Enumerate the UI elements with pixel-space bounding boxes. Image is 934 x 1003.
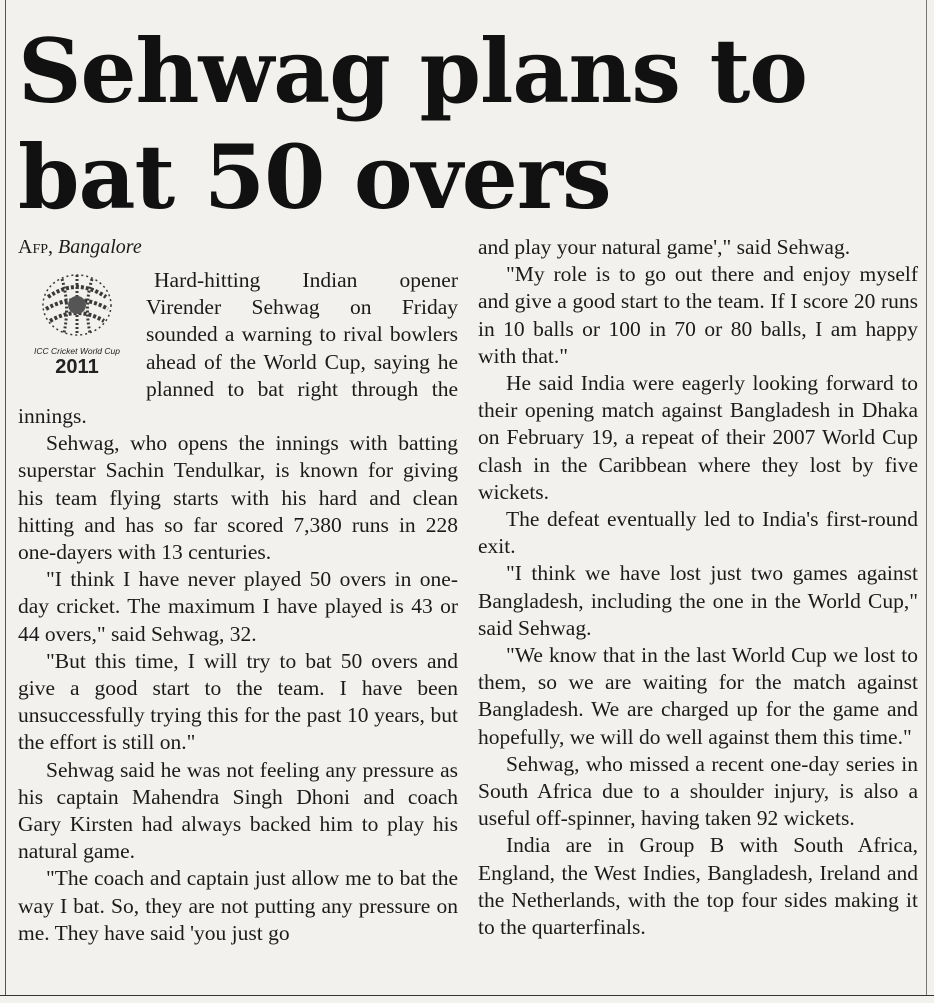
paragraph: He said India were eagerly looking forward to their opening match against Bangladesh in Dhaka on February 19, a repeat of their 2007 World Cup clash in the Caribbean where they lost by five wickets. <box>478 371 918 504</box>
logo-year: 2011 <box>55 356 99 379</box>
paragraph-continued: and play your natural game'," said Sehwag. <box>478 235 851 259</box>
bottom-rule <box>0 995 934 996</box>
paragraph: The defeat eventually led to India's first-round exit. <box>478 507 918 559</box>
headline-line-2: bat 50 overs <box>18 125 611 229</box>
byline-agency: Afp <box>18 236 49 258</box>
world-cup-emblem-icon <box>18 267 136 339</box>
byline-separator: , <box>48 236 59 258</box>
article-column-right <box>478 234 918 941</box>
paragraph: "But this time, I will try to bat 50 overs and give a good start to the team. I have been unsuccessfully trying this for the past 10 years, but the effort is still on." <box>18 648 458 755</box>
paragraph: "My role is to go out there and enjoy myself and give a good start to the team. If I score 20 runs in 10 balls or 100 in 70 or 80 balls, I am happy with that." <box>478 262 918 368</box>
paragraph: Sehwag said he was not feeling any pressure as his captain Mahendra Singh Dhoni and coach Gary Kirsten had always backed him to play his natural game. <box>18 757 458 864</box>
world-cup-logo <box>18 267 136 385</box>
article-column-left <box>18 234 458 947</box>
byline <box>18 234 458 261</box>
paragraph: "I think I have never played 50 overs in one-day cricket. The maximum I have played is 43 or 44 overs," said Sehwag, 32. <box>18 567 458 646</box>
paragraph: "We know that in the last World Cup we lost to them, so we are waiting for the match against Bangladesh. We are charged up for the game and hopefully, we will do well against them this time." <box>478 643 918 749</box>
paragraph: India are in Group B with South Africa, England, the West Indies, Bangladesh, Ireland and the Netherlands, with the top four sides making it to the quarterfinals. <box>478 833 918 940</box>
byline-place: Bangalore <box>58 236 142 258</box>
left-rule <box>5 0 6 996</box>
paragraph: Sehwag, who opens the innings with batting superstar Sachin Tendulkar, is known for giving his team flying starts with his hard and clean hitting and has so far scored 7,380 runs in 228 one-dayers with 13 centuries. <box>18 431 458 565</box>
paragraph: "I think we have lost just two games against Bangladesh, including the one in the World Cup," said Sehwag. <box>478 561 918 640</box>
logo-caption: ICC Cricket World Cup <box>34 346 120 357</box>
right-rule <box>926 0 927 996</box>
headline-line-1: Sehwag plans to <box>18 19 807 123</box>
paragraph: "The coach and captain just allow me to bat the way I bat. So, they are not putting any pressure on me. They have said 'you just go <box>18 866 458 945</box>
paragraph-lead: Hard-hitting Indian opener Virender Sehwag on Friday sounded a warning to rival bowlers ahead of the World Cup, saying he planned to bat right through the innings. <box>18 268 458 429</box>
paragraph: Sehwag, who missed a recent one-day series in South Africa due to a shoulder injury, is also a useful off-spinner, having taken 92 wickets. <box>478 751 918 831</box>
headline <box>18 18 918 230</box>
